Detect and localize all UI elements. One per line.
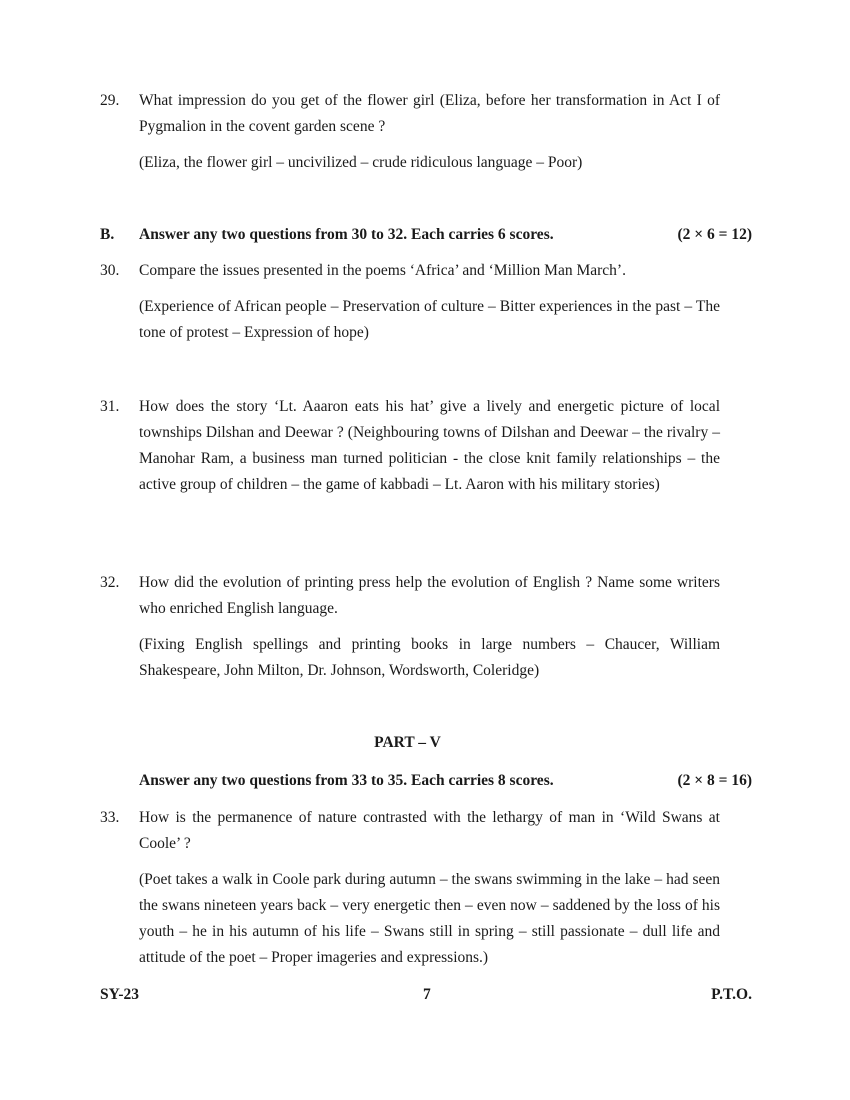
- question-number: 30.: [100, 262, 120, 279]
- question-number: 31.: [100, 398, 120, 415]
- question-number: 32.: [100, 574, 120, 591]
- question-30: [100, 258, 720, 346]
- page-number: 7: [423, 986, 431, 1003]
- paper-code: SY-23: [100, 986, 140, 1003]
- question-text: Compare the issues presented in the poems ‘Africa’ and ‘Million Man March’.: [139, 262, 626, 279]
- answer-hint: (Experience of African people – Preservation of culture – Bitter experiences in the past – The tone of protest – Expression of hope): [139, 298, 720, 341]
- section-letter: B.: [100, 226, 115, 243]
- question-32: [100, 570, 720, 684]
- question-text: What impression do you get of the flower girl (Eliza, before her transformation in Act I of Pygmalion in the covent garden scene ?: [139, 92, 720, 135]
- section-instruction: Answer any two questions from 33 to 35. Each carries 8 scores.: [139, 772, 554, 789]
- question-31: [100, 394, 720, 498]
- question-number: 33.: [100, 809, 120, 826]
- question-text: How is the permanence of nature contrasted with the lethargy of man in ‘Wild Swans at Coole’ ?: [139, 809, 720, 852]
- section-instruction: Answer any two questions from 30 to 32. Each carries 6 scores.: [139, 226, 554, 243]
- answer-hint: (Eliza, the flower girl – uncivilized – crude ridiculous language – Poor): [139, 154, 583, 171]
- question-number: 29.: [100, 92, 120, 109]
- question-text: How does the story ‘Lt. Aaaron eats his hat’ give a lively and energetic picture of local townships Dilshan and Deewar ? (Neighbouring towns of Dilshan and Deewar – the rivalry – Manohar Ram, a business man turned politician - the close knit family relationships – the active group of children – the game of kabbadi – Lt. Aaron with his military stories): [139, 398, 720, 493]
- question-33: [100, 805, 720, 971]
- question-text: How did the evolution of printing press help the evolution of English ? Name some writers who enriched English language.: [139, 574, 720, 617]
- answer-hint: (Poet takes a walk in Coole park during autumn – the swans swimming in the lake – had seen the swans nineteen years back – very energetic then – even now – saddened by the loss of his youth – he in his autumn of his life – Swans still in spring – still passionate – dull life and attitude of the poet – Proper imageries and expressions.): [139, 871, 720, 966]
- answer-hint: (Fixing English spellings and printing books in large numbers – Chaucer, William Shakespeare, John Milton, Dr. Johnson, Wordsworth, Coleridge): [139, 636, 720, 679]
- section-marks: (2 × 6 = 12): [677, 226, 752, 243]
- question-29: [100, 88, 720, 176]
- pto-label: P.T.O.: [711, 986, 752, 1003]
- section-marks: (2 × 8 = 16): [677, 772, 752, 789]
- part-title: PART – V: [374, 734, 441, 751]
